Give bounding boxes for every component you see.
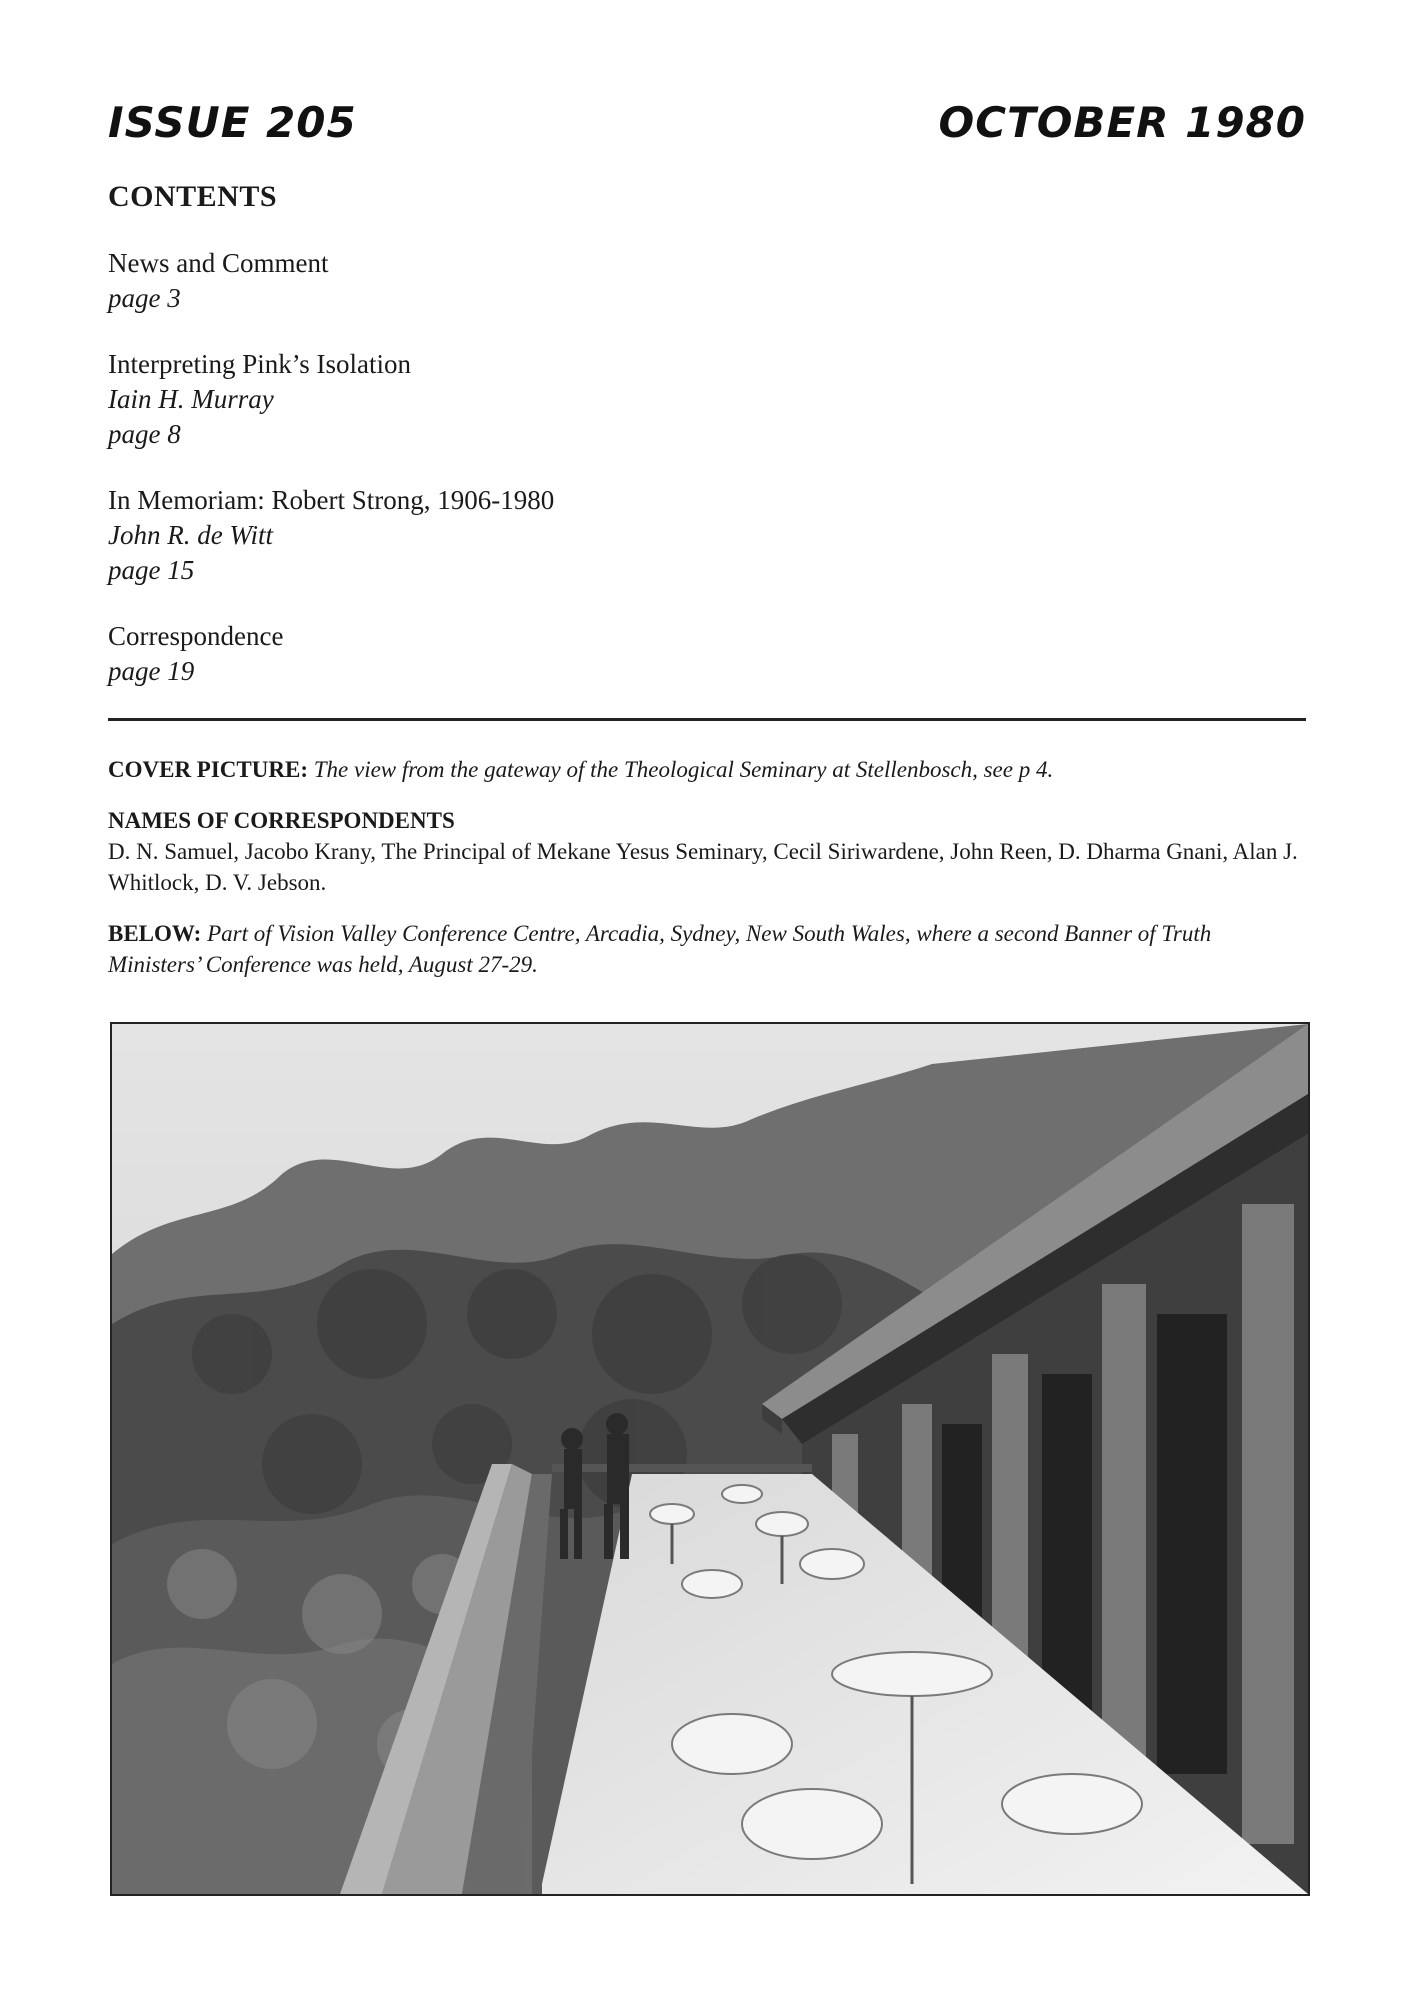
toc-page: page 3 — [108, 283, 181, 313]
issue-date: OCTOBER 1980 — [938, 98, 1306, 147]
toc-entry[interactable] — [108, 246, 1008, 316]
toc-page: page 19 — [108, 656, 195, 686]
toc-entry[interactable] — [108, 619, 1008, 689]
toc-page: page 15 — [108, 555, 195, 585]
below-label: BELOW: — [108, 921, 202, 946]
toc-author: John R. de Witt — [108, 520, 273, 550]
toc-title: Correspondence — [108, 621, 284, 651]
toc-entry[interactable] — [108, 483, 1008, 588]
table-of-contents — [108, 246, 1008, 720]
toc-entry[interactable] — [108, 347, 1008, 452]
correspondents-list: D. N. Samuel, Jacobo Krany, The Principal of Mekane Yesus Seminary, Cecil Siriwardene, John Reen, D. Dharma Gnani, Alan J. Whitlock, D. V. Jebson. — [108, 839, 1298, 895]
cover-picture-label: COVER PICTURE: — [108, 757, 308, 782]
toc-title: News and Comment — [108, 248, 329, 278]
conference-centre-photo — [110, 1022, 1310, 1896]
issue-number: ISSUE 205 — [108, 98, 357, 147]
photo-illustration — [112, 1024, 1308, 1894]
correspondents-heading: NAMES OF CORRESPONDENTS — [108, 808, 455, 833]
toc-title: Interpreting Pink’s Isolation — [108, 349, 411, 379]
toc-title: In Memoriam: Robert Strong, 1906-1980 — [108, 485, 555, 515]
below-caption: Part of Vision Valley Conference Centre, Arcadia, Sydney, New South Wales, where a second Banner of Truth Ministers’ Conference was held, August 27-29. — [108, 921, 1212, 977]
notes-section — [108, 754, 1306, 980]
cover-picture-note — [108, 754, 1306, 785]
contents-heading: CONTENTS — [108, 180, 278, 213]
toc-author: Iain H. Murray — [108, 384, 274, 414]
below-note — [108, 918, 1306, 980]
masthead — [108, 98, 1306, 158]
section-divider — [108, 718, 1306, 721]
cover-picture-caption: The view from the gateway of the Theological Seminary at Stellenbosch, see p 4. — [313, 757, 1054, 782]
toc-page: page 8 — [108, 419, 181, 449]
